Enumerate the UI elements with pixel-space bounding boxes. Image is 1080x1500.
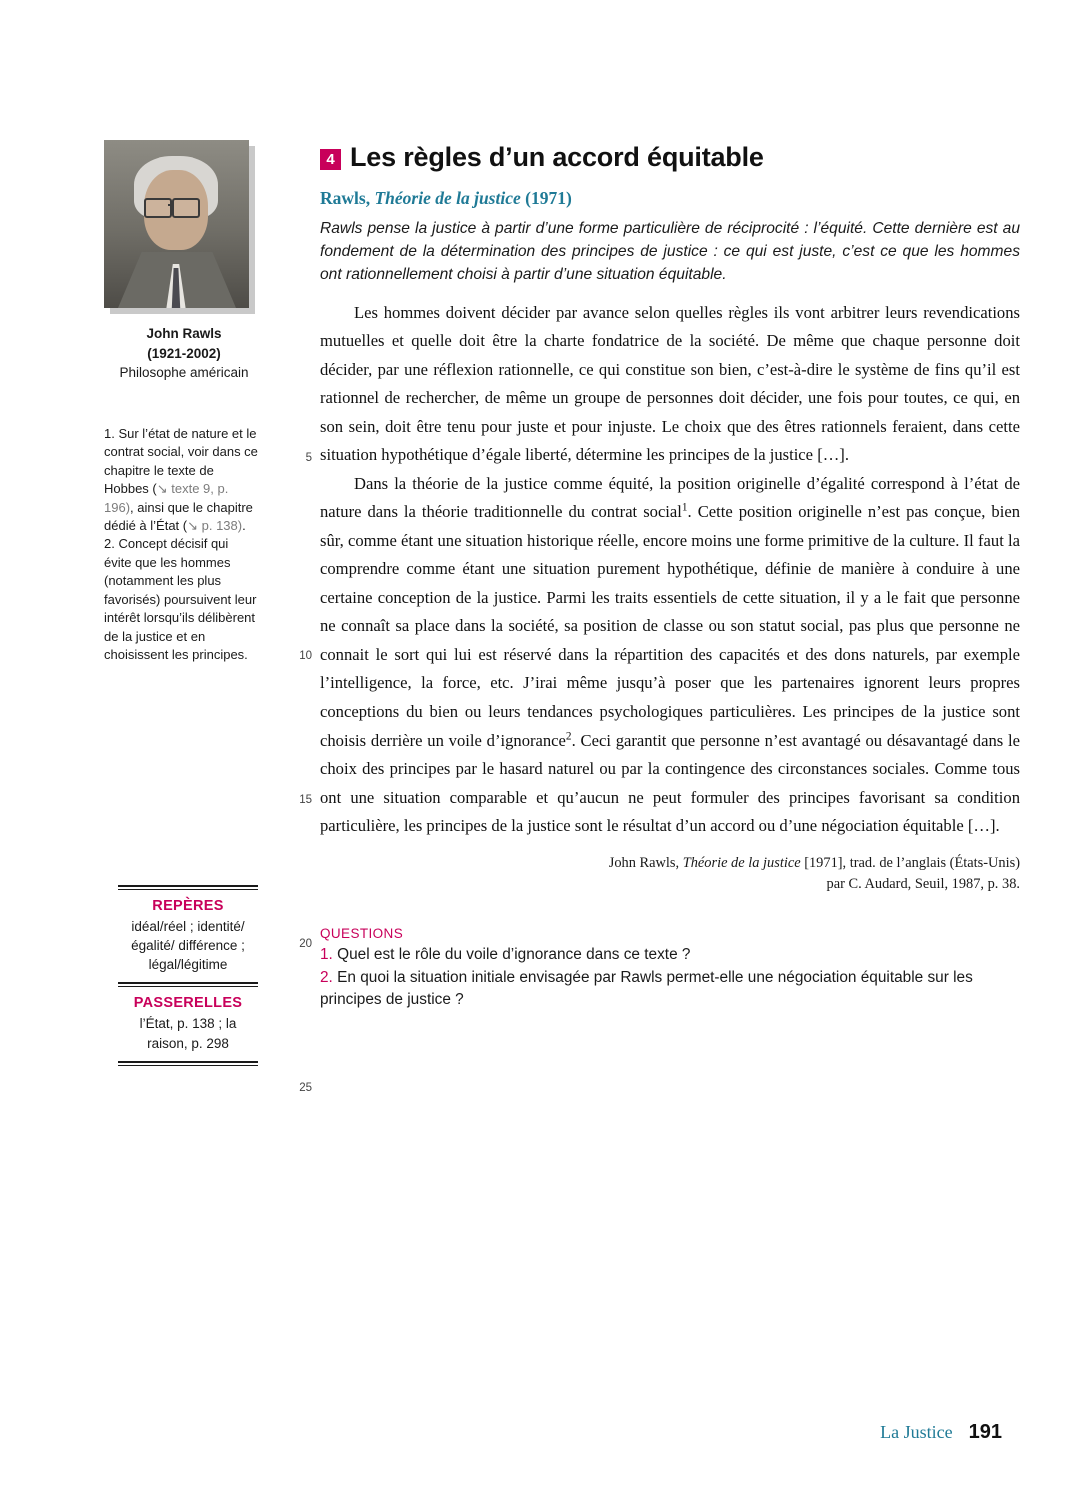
sidebar-rubrics (118, 885, 258, 1066)
portrait-image (104, 140, 249, 308)
line-number-10: 10 (299, 649, 312, 662)
portrait-glasses-bridge (168, 204, 174, 206)
text-attribution (320, 853, 1020, 896)
paragraph-2-part-3: . Ceci garantit que personne n’est avantagé ou désavantagé dans le choix des principes par le hasard naturel ou par la contingence des circonstances sociales. Comme tous ont une situation comparable et qu’aucun ne peut formuler des principes favorisant sa condition particulière, les principes de la justice sont le résultat d’un accord ou d’une négociation équitable […]. (320, 730, 1020, 836)
footnote-marker-1: 1 (681, 501, 688, 514)
footnotes (104, 425, 259, 665)
passerelles-body: l’État, p. 138 ; la raison, p. 298 (139, 1016, 237, 1051)
divider-bottom-thin (118, 1065, 258, 1066)
question-text-1: Quel est le rôle du voile d’ignorance dans ce texte ? (332, 945, 691, 963)
line-number-5: 5 (305, 451, 312, 464)
question-text-2: En quoi la situation initiale envisagée par Rawls permet-elle une négociation équitable sur les principes de justice ? (320, 969, 973, 1009)
passerelles-title: PASSERELLES (133, 995, 243, 1012)
portrait-glasses-right (172, 198, 200, 218)
main-content (299, 142, 1020, 1094)
line-number-15: 15 (299, 793, 312, 806)
footer-page-number: 191 (968, 1421, 1002, 1443)
question-number-1: 1. (320, 945, 333, 963)
question-item-1 (320, 944, 1020, 966)
footnote-1-text-c: . (242, 517, 246, 533)
portrait-name: John Rawls (146, 326, 222, 341)
paragraph-1: Les hommes doivent décider par avance selon quelles règles ils vont arbitrer leurs revendications mutuelles et quelle doit être la charte fondatrice de la société. De même que chaque personne doit décider, par une réflexion rationnelle, ce qui constitue son bien, c’est-à-dire le système de fins qu’il est rationnel de rechercher, de même un groupe de personnes doit décider, une fois pour toutes, ce qui, en son sein, doit être tenu pour juste et pour injuste. Le choix que des êtres rationnels feraient, dans cette situation hypothétique d’égale liberté, détermine les principes de la justice […]. (320, 302, 1020, 465)
line-number-25: 25 (299, 1081, 312, 1094)
attribution-details: [1971], trad. de l’anglais (États-Unis) (800, 854, 1020, 871)
document-number-badge: 4 (320, 149, 341, 170)
document-heading (320, 142, 1020, 172)
portrait-role: Philosophe américain (119, 365, 249, 381)
attribution-author: John Rawls, (608, 854, 683, 871)
source-year: (1971) (520, 188, 572, 209)
attribution-work: Théorie de la justice (682, 854, 801, 871)
portrait-caption (104, 324, 264, 383)
paragraph-2-part-1: Dans la théorie de la justice comme équité, la position originelle d’égalité correspond à l’état de nature dans la théorie traditionnelle du contrat social (320, 473, 1020, 522)
question-number-2: 2. (320, 969, 333, 987)
attribution-line-1 (320, 853, 1020, 875)
footer-chapter-label: La Justice (880, 1422, 953, 1442)
paragraph-2-part-2: . Cette position originelle n’est pas conçue, bien sûr, comme étant une situation historique réelle, encore moins une forme primitive de la culture. Il faut la comprendre comme étant une situation purement hypothétique, définie de manière à conduire à une certaine conception de la justice. Parmi les traits essentiels de cette situation, il y a le fait que personne ne connaît sa place dans la société, sa position de classe ou son statut social, pas plus que personne ne connait le sort qui lui est réservé dans la répartition des capacités et des dons naturels, par exemple l’intelligence, la force, etc. J’irai même jusqu’à poser que les partenaires ignorent leurs propres conceptions du bien ou leurs tendances psychologiques particulières. Les principes de la justice sont choisis derrière un voile d’ignorance (320, 502, 1020, 750)
footnote-1-crossref-1: ↘ texte 9, p. 196) (104, 481, 229, 515)
footnote-1 (104, 425, 259, 536)
footnote-1-crossref-2: ↘ p. 138) (187, 517, 243, 533)
portrait-glasses-left (144, 198, 172, 218)
source-reference (320, 188, 1020, 209)
page-footer (880, 1421, 1002, 1444)
attribution-line-2: par C. Audard, Seuil, 1987, p. 38. (826, 876, 1020, 893)
divider-mid-thin (118, 986, 258, 987)
divider-top-thick (118, 885, 258, 887)
divider-bottom-thick (118, 1061, 258, 1063)
footnote-1-text-a: 1. Sur l’état de nature et le contrat social, voir dans ce chapitre le texte de Hobbes ( (104, 425, 258, 497)
line-number-20: 20 (299, 937, 312, 950)
footnote-marker-2: 2 (565, 729, 572, 742)
questions-heading: QUESTIONS (320, 925, 404, 941)
left-sidebar (104, 140, 264, 665)
footnote-2: 2. Concept décisif qui évite que les hommes (notamment les plus favorisés) poursuivent leur intérêt lorsqu’ils délibèrent de la justice et en choisissent les principes. (104, 536, 257, 663)
questions-section (320, 926, 1020, 1012)
divider-top-thin (118, 889, 258, 890)
page-title: Les règles d’un accord équitable (350, 142, 764, 172)
question-item-2 (320, 967, 1020, 1011)
divider-mid-thick (118, 982, 258, 984)
source-work: Théorie de la justice (374, 188, 521, 209)
paragraph-2 (320, 470, 1020, 841)
reperes-body: idéal/réel ; identité/égalité/ différence ; légal/légitime (131, 919, 245, 973)
portrait-dates: (1921-2002) (147, 345, 221, 361)
portrait-figure (104, 140, 254, 310)
footnote-1-text-b: , ainsi que le chapitre dédié à l’État ( (104, 499, 253, 533)
introduction-paragraph: Rawls pense la justice à partir d’une forme particulière de réciprocité : l’équité. Cette dernière est au fondement de la détermination des principes de justice : ce qui est juste, c’est ce que les hommes ont rationnellement choisi à partir d’une situation équitable. (320, 220, 1020, 283)
reperes-title: REPÈRES (152, 898, 224, 914)
source-author: Rawls, (320, 188, 375, 209)
